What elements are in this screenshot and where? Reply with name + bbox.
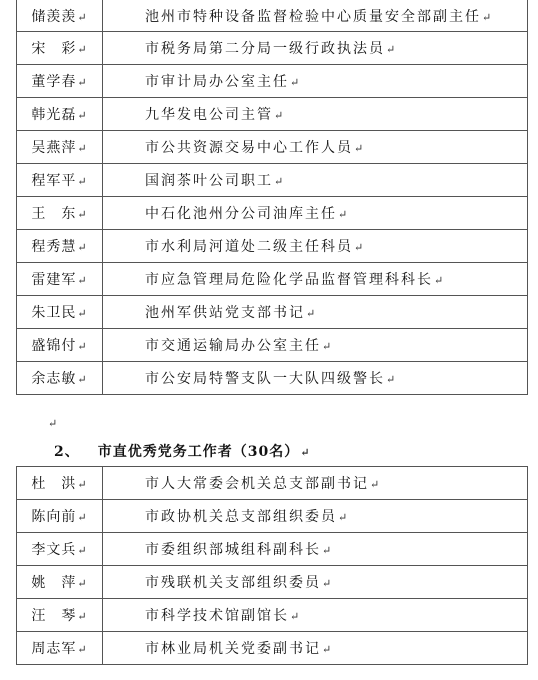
person-name-text: 姚 萍 — [31, 575, 77, 591]
paragraph-mark: ↵ — [77, 43, 88, 56]
table-row — [17, 197, 528, 230]
paragraph-mark: ↵ — [77, 274, 88, 287]
paragraph-mark: ↵ — [77, 208, 88, 221]
job-title-text: 市交通运输局办公室主任 — [145, 338, 321, 354]
person-name-text: 余志敏 — [31, 371, 77, 387]
roster-table-2-body — [17, 467, 528, 665]
person-name-text: 周志军 — [31, 641, 77, 657]
person-name-text: 雷建军 — [31, 272, 77, 288]
job-title-text: 市应急管理局危险化学品监督管理科科长 — [145, 272, 433, 288]
job-title — [103, 296, 528, 329]
person-name-text: 董学春 — [31, 74, 77, 90]
job-title — [103, 362, 528, 395]
job-title-text: 市残联机关支部组织委员 — [145, 575, 321, 591]
paragraph-mark: ↵ — [300, 446, 311, 459]
paragraph-mark: ↵ — [77, 340, 88, 353]
person-name-text: 朱卫民 — [31, 305, 77, 321]
table-row — [17, 296, 528, 329]
paragraph-mark: ↵ — [77, 577, 88, 590]
table-row — [17, 164, 528, 197]
job-title — [103, 533, 528, 566]
job-title-text: 市委组织部城组科副科长 — [145, 542, 321, 558]
roster-table-1-body — [17, 0, 528, 395]
job-title-text: 池州军供站党支部书记 — [145, 305, 305, 321]
job-title — [103, 599, 528, 632]
section-number: 2、 — [54, 444, 80, 460]
table-row — [17, 329, 528, 362]
job-title-text: 市人大常委会机关总支部副书记 — [145, 476, 369, 492]
paragraph-mark: ↵ — [77, 307, 88, 320]
person-name — [17, 197, 103, 230]
person-name-text: 储羡羡 — [31, 8, 77, 25]
job-title — [103, 500, 528, 533]
person-name-text: 吴燕萍 — [31, 140, 77, 156]
section-title: 市直优秀党务工作者（30名） — [97, 444, 300, 460]
table-row — [17, 632, 528, 665]
paragraph-mark: ↵ — [77, 175, 88, 188]
paragraph-mark: ↵ — [48, 417, 58, 430]
table-row — [17, 263, 528, 296]
job-title-text: 池州市特种设备监督检验中心质量安全部副主任 — [145, 8, 481, 25]
paragraph-mark: ↵ — [322, 643, 334, 656]
job-title — [103, 0, 528, 32]
paragraph-mark: ↵ — [290, 610, 302, 623]
person-name — [17, 131, 103, 164]
person-name — [17, 467, 103, 500]
table-row — [17, 98, 528, 131]
job-title — [103, 467, 528, 500]
job-title-text: 九华发电公司主管 — [145, 107, 273, 123]
job-title-text: 市审计局办公室主任 — [145, 74, 289, 90]
person-name-text: 程军平 — [31, 173, 77, 189]
job-title — [103, 98, 528, 131]
table-row — [17, 599, 528, 632]
paragraph-mark: ↵ — [77, 544, 88, 557]
job-title-text: 市政协机关总支部组织委员 — [145, 509, 337, 525]
table-row — [17, 566, 528, 599]
person-name — [17, 599, 103, 632]
table-row — [17, 362, 528, 395]
paragraph-mark: ↵ — [482, 10, 494, 24]
job-title — [103, 632, 528, 665]
person-name — [17, 329, 103, 362]
job-title-text: 市公共资源交易中心工作人员 — [145, 140, 353, 156]
paragraph-mark: ↵ — [338, 208, 350, 221]
paragraph-mark: ↵ — [354, 241, 366, 254]
job-title-text: 中石化池州分公司油库主任 — [145, 206, 337, 222]
paragraph-mark: ↵ — [306, 307, 318, 320]
job-title-text: 市科学技术馆副馆长 — [145, 608, 289, 624]
person-name — [17, 230, 103, 263]
person-name-text: 宋 彩 — [31, 41, 77, 57]
person-name — [17, 296, 103, 329]
section-heading — [54, 441, 310, 461]
job-title — [103, 197, 528, 230]
person-name-text: 汪 琴 — [31, 608, 77, 624]
person-name — [17, 632, 103, 665]
paragraph-mark: ↵ — [77, 511, 88, 524]
person-name — [17, 263, 103, 296]
paragraph-mark: ↵ — [77, 478, 88, 491]
job-title — [103, 131, 528, 164]
paragraph-mark: ↵ — [434, 274, 446, 287]
person-name-text: 王 东 — [31, 206, 77, 222]
roster-table-2 — [16, 466, 528, 665]
person-name — [17, 566, 103, 599]
paragraph-mark: ↵ — [77, 10, 88, 24]
person-name — [17, 362, 103, 395]
table-row — [17, 230, 528, 263]
paragraph-mark: ↵ — [354, 142, 366, 155]
paragraph-mark: ↵ — [77, 241, 88, 254]
paragraph-mark: ↵ — [338, 511, 350, 524]
table-row — [17, 131, 528, 164]
person-name-text: 杜 洪 — [31, 476, 77, 492]
job-title — [103, 329, 528, 362]
job-title — [103, 65, 528, 98]
person-name — [17, 98, 103, 131]
paragraph-mark: ↵ — [322, 577, 334, 590]
table-row — [17, 65, 528, 98]
person-name — [17, 0, 103, 32]
table-row — [17, 467, 528, 500]
person-name-text: 李文兵 — [31, 542, 77, 558]
paragraph-mark: ↵ — [322, 340, 334, 353]
job-title — [103, 164, 528, 197]
table-row — [17, 0, 528, 32]
person-name — [17, 65, 103, 98]
person-name-text: 陈向前 — [31, 509, 77, 525]
job-title — [103, 32, 528, 65]
paragraph-mark: ↵ — [274, 175, 286, 188]
job-title-text: 市水利局河道处二级主任科员 — [145, 239, 353, 255]
paragraph-mark: ↵ — [386, 373, 398, 386]
job-title-text: 市税务局第二分局一级行政执法员 — [145, 41, 385, 57]
person-name — [17, 500, 103, 533]
roster-table-1 — [16, 0, 528, 395]
paragraph-mark: ↵ — [386, 43, 398, 56]
paragraph-mark: ↵ — [274, 109, 286, 122]
table-row — [17, 533, 528, 566]
person-name — [17, 32, 103, 65]
person-name-text: 韩光磊 — [31, 107, 77, 123]
paragraph-mark: ↵ — [77, 610, 88, 623]
job-title — [103, 263, 528, 296]
job-title-text: 市公安局特警支队一大队四级警长 — [145, 371, 385, 387]
paragraph-mark: ↵ — [77, 142, 88, 155]
paragraph-mark: ↵ — [290, 76, 302, 89]
person-name-text: 盛锦付 — [31, 338, 77, 354]
paragraph-mark: ↵ — [370, 478, 382, 491]
job-title — [103, 230, 528, 263]
paragraph-mark: ↵ — [77, 643, 88, 656]
person-name — [17, 533, 103, 566]
paragraph-mark: ↵ — [77, 76, 88, 89]
person-name — [17, 164, 103, 197]
paragraph-mark: ↵ — [77, 373, 88, 386]
job-title-text: 市林业局机关党委副书记 — [145, 641, 321, 657]
person-name-text: 程秀慧 — [31, 239, 77, 255]
job-title-text: 国润茶叶公司职工 — [145, 173, 273, 189]
paragraph-mark: ↵ — [322, 544, 334, 557]
job-title — [103, 566, 528, 599]
table-row — [17, 32, 528, 65]
paragraph-mark: ↵ — [77, 109, 88, 122]
table-row — [17, 500, 528, 533]
